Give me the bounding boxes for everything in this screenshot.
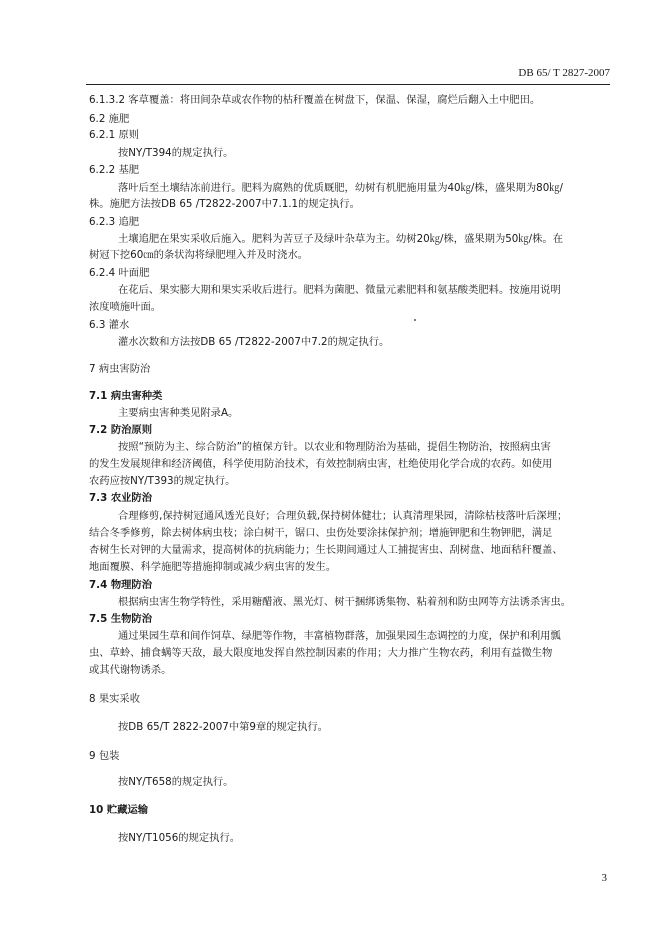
para-7-5-line-2: 虫、草蛉、捕食螨等天敌，最大限度地发挥自然控制因素的作用；大力推广生物农药，利用有益微生物 (89, 647, 553, 659)
heading-7-1: 7.1 病虫害种类 (89, 390, 163, 402)
para-8: 按DB 65/T 2822-2007中第9章的规定执行。 (118, 721, 329, 733)
heading-10: 10 贮藏运输 (89, 804, 149, 816)
heading-6-3: 6.3 灌水 (89, 319, 130, 331)
para-7-1: 主要病虫害种类见附录A。 (118, 407, 239, 419)
heading-6-2-2: 6.2.2 基肥 (89, 164, 140, 176)
para-7-4: 根据病虫害生物学特性，采用糖醋液、黑光灯、树干捆绑诱集物、粘着剂和防虫网等方法诱杀害虫。 (118, 596, 572, 608)
heading-7-4: 7.4 物理防治 (89, 579, 153, 591)
para-7-2-line-1: 按照“预防为主、综合防治”的植保方针。以农业和物理防治为基础，提倡生物防治，按照病虫害 (118, 441, 551, 453)
heading-7: 7 病虫害防治 (89, 363, 151, 375)
para-7-3-line-3: 杏树生长对钾的大量需求，提高树体的抗病能力；生长期间通过人工捕捉害虫、刮树盘、地面秸秆覆盖、 (89, 544, 563, 556)
para-7-5-line-1: 通过果园生草和间作饲草、绿肥等作物，丰富植物群落，加强果园生态调控的力度，保护和利用瓢 (118, 630, 561, 642)
heading-7-5: 7.5 生物防治 (89, 613, 153, 625)
heading-7-3: 7.3 农业防治 (89, 492, 153, 504)
para-6-2-3-line-2: 树冠下挖60㎝的条状沟将绿肥埋入并及时浇水。 (89, 249, 309, 261)
heading-6-2-1: 6.2.1 原则 (89, 129, 140, 141)
para-7-3-line-4: 地面覆膜、科学施肥等措施抑制或减少病虫害的发生。 (89, 561, 337, 573)
para-7-3-line-2: 结合冬季修剪，除去树体病虫枝；涂白树干，锯口、虫伤处要涂抹保护剂；增施钾肥和生物钾肥，满足 (89, 527, 553, 539)
para-6-2-2-line-1: 落叶后至土壤结冻前进行。肥料为腐熟的优质厩肥，幼树有机肥施用量为40㎏/株，盛果期为80㎏/ (118, 182, 564, 194)
header-divider (86, 84, 610, 85)
heading-8: 8 果实采收 (89, 693, 141, 705)
para-7-3-line-1: 合理修剪,保持树冠通风透光良好；合理负载,保持树体健壮；认真清理果园，清除枯枝落叶后深埋； (118, 510, 568, 522)
para-7-2-line-3: 农药应按NY/T393的规定执行。 (89, 475, 236, 487)
para-7-5-line-3: 或其代谢物诱杀。 (89, 664, 172, 676)
heading-6-2-4: 6.2.4 叶面肥 (89, 267, 150, 279)
page-number: 3 (601, 872, 607, 884)
para-6-3: 灌水次数和方法按DB 65 /T2822-2007中7.2的规定执行。 (118, 336, 390, 348)
scan-speck (414, 319, 416, 321)
heading-7-2: 7.2 防治原则 (89, 424, 153, 436)
standard-code: DB 65/ T 2827-2007 (518, 67, 610, 79)
heading-6-2: 6.2 施肥 (89, 113, 130, 125)
para-6-2-1: 按NY/T394的规定执行。 (118, 147, 234, 159)
heading-9: 9 包装 (89, 750, 120, 762)
para-6-2-3-line-1: 土壤追肥在果实采收后施入。肥料为苦豆子及绿叶杂草为主。幼树20㎏/株，盛果期为50㎏/株。在 (118, 233, 564, 245)
para-6-2-4-line-2: 浓度喷施叶面。 (89, 301, 162, 313)
heading-6-2-3: 6.2.3 追肥 (89, 216, 140, 228)
para-9: 按NY/T658的规定执行。 (118, 776, 234, 788)
para-6-2-4-line-1: 在花后、果实膨大期和果实采收后进行。肥料为菌肥、微量元素肥料和氨基酸类肥料。按施用说明 (118, 284, 561, 296)
para-7-2-line-2: 的发生发展规律和经济阈值，科学使用防治技术，有效控制病虫害，杜绝使用化学合成的农药。如使用 (89, 458, 553, 470)
para-6-2-2-line-2: 株。施肥方法按DB 65 /T2822-2007中7.1.1的规定执行。 (89, 198, 360, 210)
clause-6-1-3-2: 6.1.3.2 客草覆盖：将田间杂草或农作物的枯秆覆盖在树盘下，保温、保湿，腐烂后翻入土中肥田。 (89, 94, 541, 106)
para-10: 按NY/T1056的规定执行。 (118, 832, 241, 844)
